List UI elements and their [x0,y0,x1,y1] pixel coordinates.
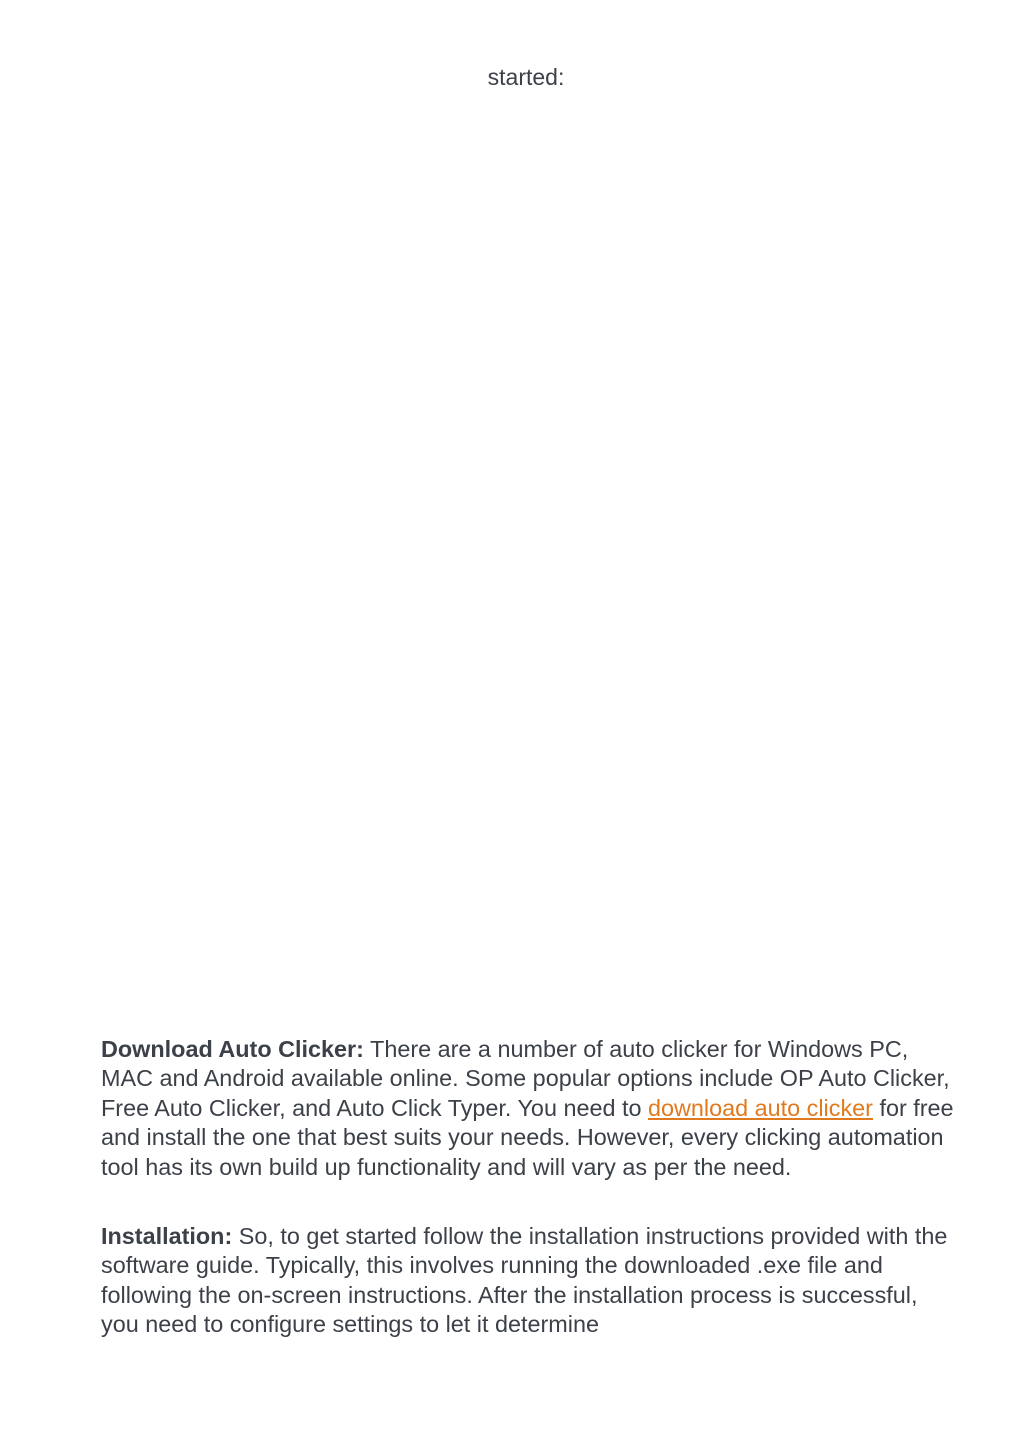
paragraph-download-auto-clicker [101,1035,961,1182]
document-body [101,1035,961,1340]
paragraph-text: for free and install the one that best suits your needs. However, every clicking automation tool has its own build up functionality and will vary as per the need. [101,1094,954,1180]
paragraph-text: So, to get started follow the installation instructions provided with the software guide. Typically, this involves running the downloaded .exe file and following the on-screen instructions. After the installation process is successful, you need to configure settings to let it determine [101,1223,948,1338]
download-auto-clicker-link[interactable]: download auto clicker [648,1094,873,1121]
paragraph-lead-heading: Installation: [101,1223,233,1250]
paragraph-text: There are a number of auto clicker for Windows PC, MAC and Android available online. Some popular options include OP Auto Clicker, Free Auto Clicker, and Auto Click Typer. You need to [101,1036,950,1121]
paragraph-lead-heading: Download Auto Clicker: [101,1036,364,1062]
continued-text-fragment: started: [487,64,565,90]
paragraph-installation [101,1222,961,1340]
